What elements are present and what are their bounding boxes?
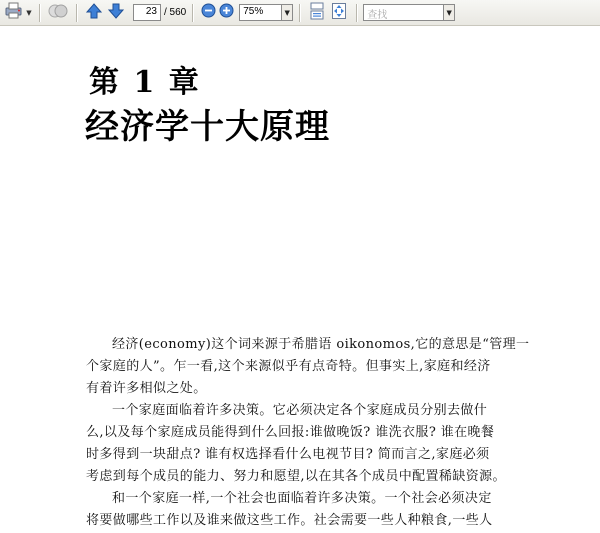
paragraph	[86, 334, 556, 400]
page-number-input[interactable]: 23	[133, 4, 161, 21]
paragraph	[86, 488, 556, 532]
text-line: 考虑到每个成员的能力、努力和愿望,以在其各个成员中配置稀缺资源。	[86, 469, 506, 484]
find-dropdown-arrow[interactable]: ▼	[443, 4, 455, 21]
print-icon	[5, 2, 23, 23]
pdf-toolbar	[0, 0, 600, 26]
text-line: 么,以及每个家庭成员能得到什么回报:谁做晚饭? 谁洗衣服? 谁在晚餐	[86, 425, 495, 440]
text-line: 将要做哪些工作以及谁来做这些工作。社会需要一些人种粮食,一些人	[86, 513, 493, 528]
toolbar-separator	[39, 4, 40, 22]
zoom-out-button[interactable]	[199, 3, 217, 23]
scroll-mode-button[interactable]	[306, 3, 328, 23]
text-line: 时多得到一块甜点? 谁有权选择看什么电视节目? 简而言之,家庭必须	[86, 447, 490, 462]
zoom-in-button[interactable]	[217, 3, 235, 23]
document-page	[0, 27, 600, 533]
page-down-icon	[107, 2, 125, 24]
zoom-level-input[interactable]: 75%	[239, 4, 281, 21]
page-up-icon	[85, 2, 103, 24]
find-input[interactable]: 查找	[363, 4, 443, 21]
toolbar-separator	[192, 4, 193, 22]
text-line: 个家庭的人”。乍一看,这个来源似乎有点奇特。但事实上,家庭和经济	[86, 359, 491, 374]
print-button[interactable]	[3, 3, 25, 23]
zoom-in-icon	[219, 3, 234, 22]
page-count-label: / 560	[164, 7, 187, 18]
scroll-mode-icon	[309, 2, 325, 24]
zoom-out-icon	[201, 3, 216, 22]
text-line: 有着许多相似之处。	[86, 381, 207, 396]
fit-page-button[interactable]	[328, 3, 350, 23]
paragraph	[86, 400, 556, 488]
toolbar-separator	[299, 4, 300, 22]
toolbar-separator	[356, 4, 357, 22]
print-menu-arrow[interactable]: ▼	[26, 8, 32, 17]
zoom-dropdown-arrow[interactable]: ▼	[281, 4, 293, 21]
text-line: 经济(economy)这个词来源于希腊语 oikonomos,它的意思是“管理一	[112, 337, 530, 352]
share-button[interactable]	[46, 3, 70, 23]
toolbar-separator	[76, 4, 77, 22]
chapter-heading: 第 1 章	[89, 65, 201, 100]
fit-page-icon	[331, 2, 347, 24]
text-line: 一个家庭面临着许多决策。它必须决定各个家庭成员分别去做什	[112, 403, 488, 418]
next-page-button[interactable]	[105, 3, 127, 23]
text-line: 和一个家庭一样,一个社会也面临着许多决策。一个社会必须决定	[112, 491, 492, 506]
previous-page-button[interactable]	[83, 3, 105, 23]
share-icon	[47, 2, 69, 24]
chapter-title: 经济学十大原理	[85, 107, 330, 147]
